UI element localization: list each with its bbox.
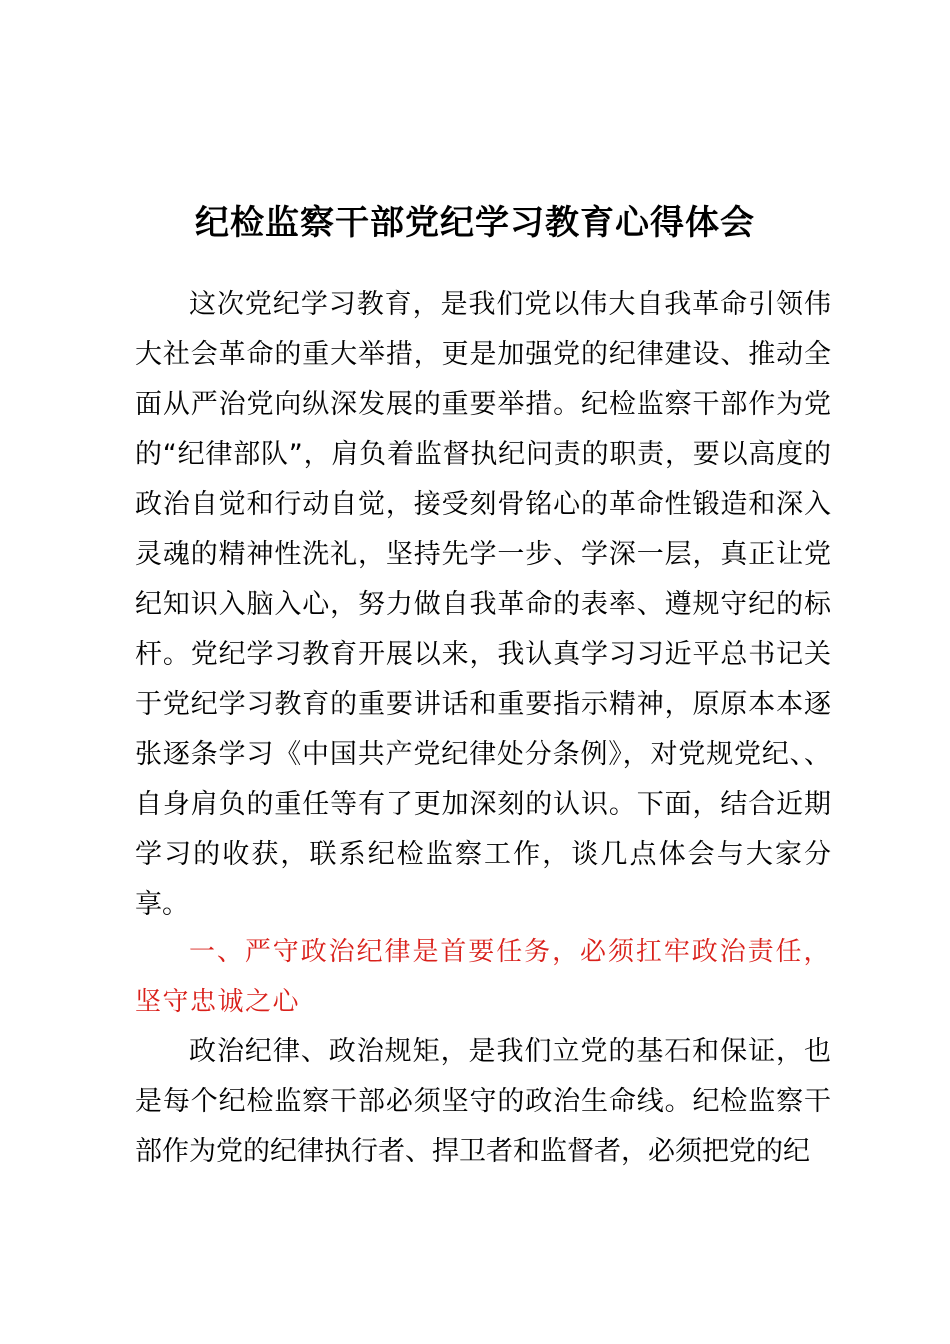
document-title: 纪检监察干部党纪学习教育心得体会 <box>195 203 755 243</box>
section-1-paragraph: 政治纪律、政治规矩，是我们立党的基石和保证，也是每个纪检监察干部必须坚守的政治生命线。纪检监察干部作为党的纪律执行者、捍卫者和监督者，必须把党的纪 <box>135 1036 831 1167</box>
section-heading-1: 一、严守政治纪律是首要任务，必须扛牢政治责任，坚守忠诚之心 <box>135 937 831 1017</box>
intro-paragraph: 这次党纪学习教育，是我们党以伟大自我革命引领伟大社会革命的重大举措，更是加强党的纪律建设、推动全面从严治党向纵深发展的重要举措。纪检监察干部作为党的“纪律部队”，肩负着监督执纪问责的职责，要以高度的政治自觉和行动自觉，接受刻骨铭心的革命性锻造和深入灵魂的精神性洗礼，坚持先学一步、学深一层，真正让党纪知识入脑入心，努力做自我革命的表率、遵规守纪的标杆。党纪学习教育开展以来，我认真学习习近平总书记关于党纪学习教育的重要讲话和重要指示精神，原原本本逐张逐条学习《中国共产党纪律处分条例》，对党规党纪、、自身肩负的重任等有了更加深刻的认识。下面，结合近期学习的收获，联系纪检监察工作，谈几点体会与大家分享。 <box>135 289 831 920</box>
